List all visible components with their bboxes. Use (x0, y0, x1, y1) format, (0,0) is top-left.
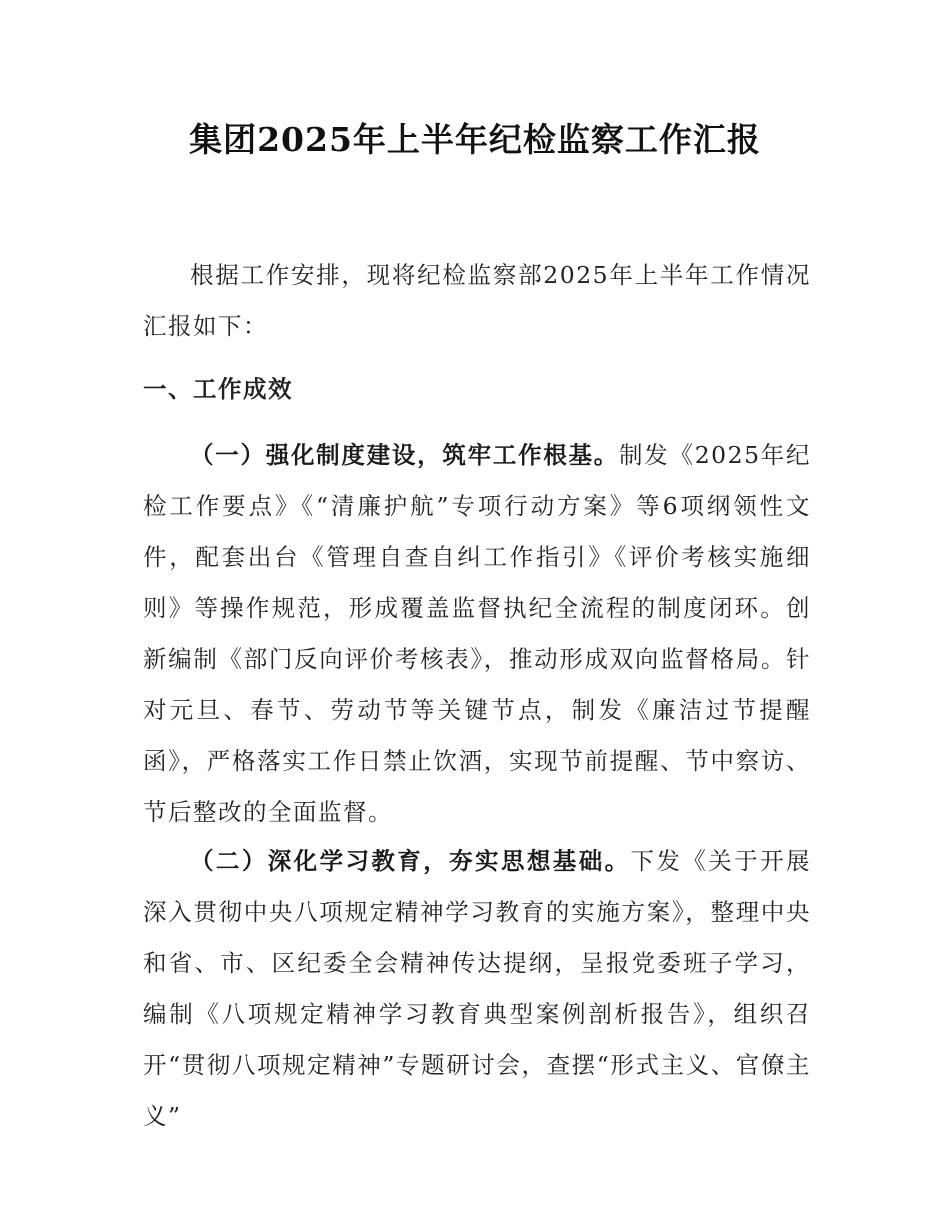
paragraph-2-lead: （二）深化学习教育，夯实思想基础。 (190, 847, 631, 875)
paragraph-2 (143, 836, 811, 1142)
paragraph-2-body: 下发《关于开展深入贯彻中央八项规定精神学习教育的实施方案》，整理中央和省、市、区纪委全会精神传达提纲，呈报党委班子学习，编制《八项规定精神学习教育典型案例剖析报告》，组织召开“贯彻八项规定精神”专题研讨会，查摆“形式主义、官僚主义” (143, 847, 812, 1130)
paragraph-1-body: 制发《2025年纪检工作要点》《“清廉护航”专项行动方案》等6项纲领性文件，配套出台《管理自查自纠工作指引》《评价考核实施细则》等操作规范，形成覆盖监督执纪全流程的制度闭环。创新编制《部门反向评价考核表》，推动形成双向监督格局。针对元旦、春节、劳动节等关键节点，制发《廉洁过节提醒函》，严格落实工作日禁止饮酒，实现节前提醒、节中察访、节后整改的全面监督。 (143, 441, 812, 826)
intro-paragraph: 根据工作安排，现将纪检监察部2025年上半年工作情况汇报如下： (143, 261, 811, 340)
section-heading: 一、工作成效 (143, 375, 293, 403)
paragraph-1-lead: （一）强化制度建设，筑牢工作根基。 (190, 441, 620, 469)
paragraph-1 (143, 430, 811, 838)
document-title: 集团2025年上半年纪检监察工作汇报 (189, 120, 761, 159)
